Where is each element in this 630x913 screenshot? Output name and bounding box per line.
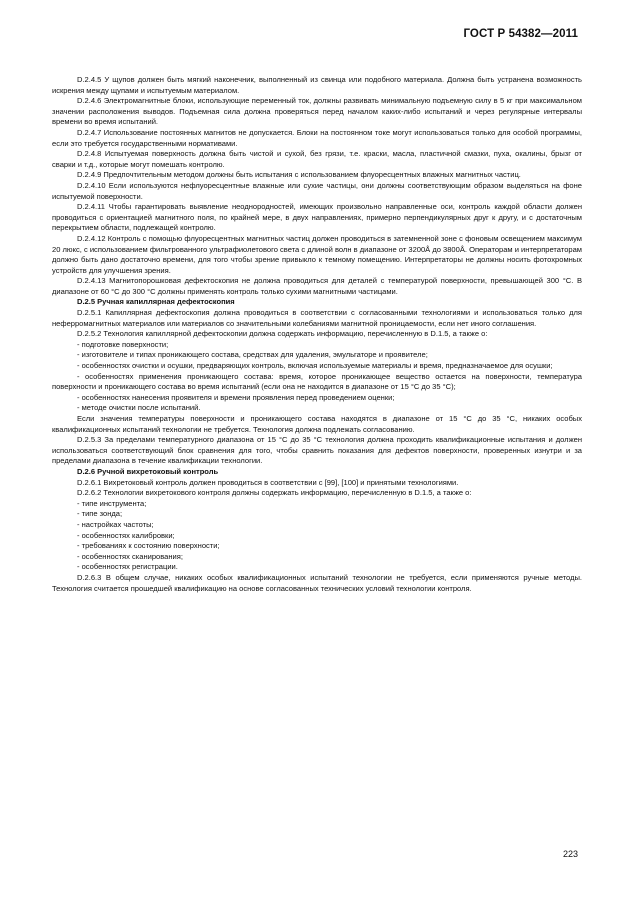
paragraph: D.2.4.8 Испытуемая поверхность должна быть чистой и сухой, без грязи, т.е. краски, масла, пластичной смазки, пуха, окалины, брызг от сварки и т.д., которые могут помешать контролю. — [52, 149, 582, 169]
paragraph: D.2.6.2 Технологии вихретокового контроля должны содержать информацию, перечисленную в D.1.5, а также о: — [77, 488, 472, 498]
paragraph: Если значения температуры поверхности и проникающего состава находятся в диапазоне от 15 °С до 35 °С, никаких особых квалификационных испытаний технологии не требуется. Технология должна подлежать согласованию. — [52, 414, 582, 434]
paragraph: D.2.4.13 Магнитопорошковая дефектоскопия не должна проводиться для деталей с температурой поверхности, превышающей 300 °С. В диапазоне от 60 °С до 300 °С должны применять контроль только сухими магнитными частицами. — [52, 276, 582, 296]
list-item: - особенностях сканирования; — [77, 551, 183, 561]
list-item: - особенностях очистки и осушки, предваряющих контроль, включая используемые материалы и время, предназначаемое для осушки; — [77, 361, 553, 371]
paragraph: D.2.6.3 В общем случае, никаких особых квалификационных испытаний технологии не требуется, если применяются ручные методы. Технология считается прошедшей квалификацию на основе согласованных технических условий технологии контроля. — [52, 572, 582, 593]
list-item: - изготовителе и типах проникающего состава, средствах для удаления, эмульгаторе и проявителе; — [77, 350, 428, 360]
paragraph: D.2.6.1 Вихретоковый контроль должен проводиться в соответствии с [99], [100] и принятыми технологиями. — [77, 477, 459, 487]
paragraph: D.2.4.5 У щупов должен быть мягкий наконечник, выполненный из свинца или подобного материала. Должна быть устранена возможность искрения между щупами и испытуемым материалом. — [52, 75, 582, 95]
standard-header: ГОСТ Р 54382—2011 — [463, 28, 578, 40]
list-item: - типе зонда; — [77, 509, 123, 519]
paragraph: D.2.5.3 За пределами температурного диапазона от 15 °С до 35 °С технология должна проходить квалификационные испытания и должен использоваться соответствующий блок сравнения для того, чтобы сравнить показания для дефектов поверхности, проверенных изнутри и за пределами диапазона в течение квалификации технологии. — [52, 435, 582, 466]
paragraph: D.2.4.6 Электромагнитные блоки, использующие переменный ток, должны развивать минимальную подъемную силу в 5 кг при максимальном значении расположения выводов. Подъемная сила должна проверяться перед началом каких-либо испытаний и через регулярные интервалы времени во время испытаний. — [52, 96, 582, 127]
paragraph: D.2.4.12 Контроль с помощью флуоресцентных магнитных частиц должен проводиться в затемненной зоне с фоновым освещением максимум 20 люкс, с использованием фильтрованного ультрафиолетового света с длиной волн в диапазоне от 3200Å до 3800Å. Операторам и интерпретаторам должно быть дано достаточно времени, для того чтобы зрение привыкло к темному помещению. Интерпретаторы не должны носить фотохромных устройств для улучшения зрения. — [52, 233, 582, 275]
list-item: - особенностях калибровки; — [77, 530, 175, 540]
list-item: - настройках частоты; — [77, 519, 154, 529]
paragraph: D.2.4.10 Если используются нефлуоресцентные влажные или сухие частицы, они должны соответствующим образом выделяться на фоне испытуемой поверхности. — [52, 180, 582, 201]
list-item: - типе инструмента; — [77, 498, 147, 508]
list-item: - особенностях регистрации. — [77, 562, 178, 572]
paragraph: D.2.4.7 Использование постоянных магнитов не допускается. Блоки на постоянном токе могут использоваться только для особой программы, если это требуется государственными нормативами. — [52, 127, 582, 148]
page-number: 223 — [562, 849, 578, 859]
section-heading: D.2.6 Ручной вихретоковый контроль — [77, 466, 219, 476]
page-body — [52, 75, 582, 594]
list-item: - требованиях к состоянию поверхности; — [77, 541, 220, 551]
list-item: - подготовке поверхности; — [77, 339, 169, 349]
paragraph: D.2.4.11 Чтобы гарантировать выявление неоднородностей, имеющих произвольно направленные оси, контроль каждой области должен проводиться с ориентацией магнитного поля, по крайней мере, в двух направлениях, примерно перпендикулярных друг к другу, и с достаточным перекрытием области, подлежащей контролю. — [52, 202, 582, 233]
paragraph: D.2.4.9 Предпочтительным методом должны быть испытания с использованием флуоресцентных влажных магнитных частиц. — [77, 170, 521, 180]
list-item: - особенностях нанесения проявителя и времени проявления перед проведением оценки; — [77, 392, 395, 402]
list-item: - методе очистки после испытаний. — [77, 403, 201, 413]
paragraph: D.2.5.1 Капиллярная дефектоскопия должна проводиться в соответствии с согласованными технологиями и использоваться только для неферромагнитных материалов или материалов со значительными колебаниями магнитной проницаемости, если нет иного соглашения. — [52, 308, 582, 328]
list-item: - особенностях применения проникающего состава: время, которое проникающее вещество остается на поверхности, температура поверхности и проникающего состава во время испытаний (если она не находится в диапазоне от 15 °С до 35 °С); — [52, 371, 582, 392]
section-heading: D.2.5 Ручная капиллярная дефектоскопия — [77, 297, 235, 307]
paragraph: D.2.5.2 Технология капиллярной дефектоскопии должна содержать информацию, перечисленную в D.1.5, а также о: — [77, 329, 488, 339]
